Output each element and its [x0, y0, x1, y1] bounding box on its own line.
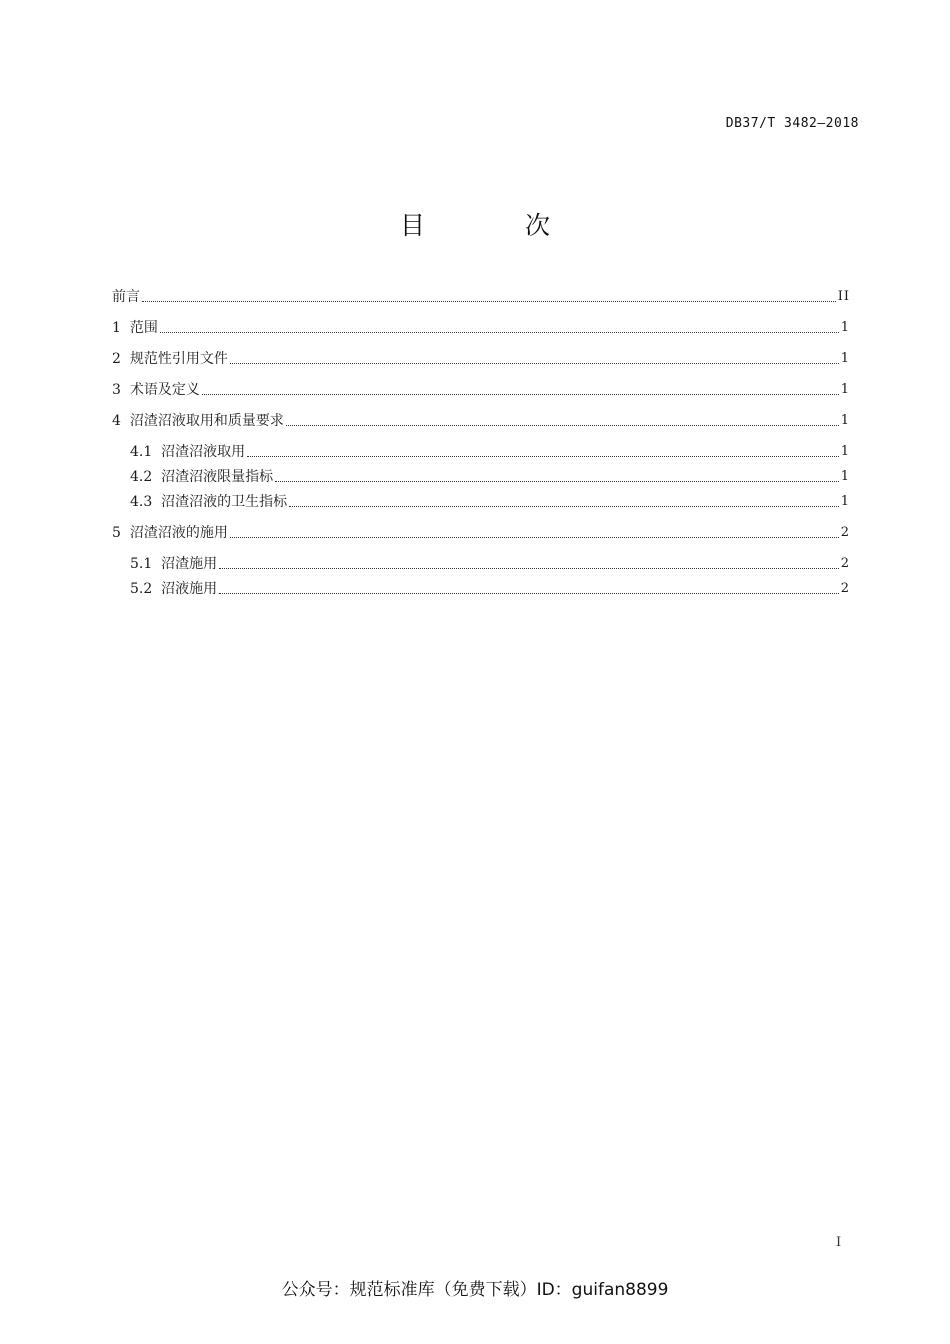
toc-entry-label: 沼液施用	[161, 581, 218, 597]
toc-entry-page: 2	[840, 525, 850, 540]
toc-entry-number: 5.2	[130, 581, 153, 597]
toc-entry-label: 沼渣沼液的卫生指标	[161, 494, 288, 510]
toc-entry-label: 术语及定义	[129, 382, 200, 398]
toc-entry-label: 前言	[112, 289, 140, 305]
toc-entry-number: 4.1	[130, 444, 153, 460]
toc-leader-dots	[247, 456, 839, 457]
toc-leader-dots	[219, 593, 839, 594]
toc-entry-page: 1	[840, 444, 850, 459]
toc-entry-label: 沼渣沼液限量指标	[161, 469, 274, 485]
toc-leader-dots	[230, 537, 839, 538]
toc-entry-label: 规范性引用文件	[129, 351, 228, 367]
toc-entry-number: 2	[112, 351, 121, 367]
toc-entry-number: 4.2	[130, 469, 153, 485]
toc-entry-number: 4.3	[130, 494, 153, 510]
toc-entry-section-4-2[interactable]	[130, 466, 850, 488]
toc-entry-section-4-3[interactable]	[130, 491, 850, 513]
toc-leader-dots	[275, 481, 839, 482]
toc-entry-number: 3	[112, 382, 121, 398]
toc-entry-page: 1	[840, 469, 850, 484]
toc-entry-number: 4	[112, 413, 121, 429]
toc-entry-section-5-2[interactable]	[130, 578, 850, 600]
footer-note: 公众号：规范标准库（免费下载）ID：guifan8899	[281, 1280, 669, 1300]
toc-entry-page: 1	[840, 351, 850, 366]
document-code: DB37/T 3482—2018	[725, 116, 859, 131]
toc-entry-terms[interactable]	[112, 379, 850, 401]
toc-leader-dots	[230, 363, 839, 364]
toc-entry-number: 5.1	[130, 556, 153, 572]
toc-entry-foreword[interactable]	[112, 286, 850, 308]
toc-entry-page: II	[837, 289, 850, 304]
toc-entry-page: 1	[840, 320, 850, 335]
page-number: I	[836, 1235, 842, 1250]
toc-entry-normative-references[interactable]	[112, 348, 850, 370]
toc-entry-section-5-1[interactable]	[130, 553, 850, 575]
toc-leader-dots	[160, 332, 839, 333]
toc-entry-section-4-1[interactable]	[130, 441, 850, 463]
toc-entry-label: 范围	[129, 320, 158, 336]
toc-leader-dots	[142, 301, 836, 302]
toc-entry-section-4[interactable]	[112, 410, 850, 432]
toc-leader-dots	[219, 568, 839, 569]
toc-entry-section-5[interactable]	[112, 522, 850, 544]
toc-leader-dots	[289, 506, 839, 507]
toc-entry-label: 沼渣沼液取用和质量要求	[129, 413, 284, 429]
toc-entry-scope[interactable]	[112, 317, 850, 339]
toc-entry-label: 沼渣施用	[161, 556, 218, 572]
toc-entry-page: 2	[840, 556, 850, 571]
toc-entry-page: 1	[840, 413, 850, 428]
toc-entry-page: 1	[840, 382, 850, 397]
toc-entry-number: 1	[112, 320, 121, 336]
toc-leader-dots	[202, 394, 839, 395]
toc-leader-dots	[286, 425, 839, 426]
toc-title: 目 次	[400, 211, 596, 240]
toc-entry-label: 沼渣沼液取用	[161, 444, 246, 460]
toc-entry-number: 5	[112, 525, 121, 541]
toc-entry-page: 2	[840, 581, 850, 596]
toc-entry-page: 1	[840, 494, 850, 509]
toc-entry-label: 沼渣沼液的施用	[129, 525, 228, 541]
